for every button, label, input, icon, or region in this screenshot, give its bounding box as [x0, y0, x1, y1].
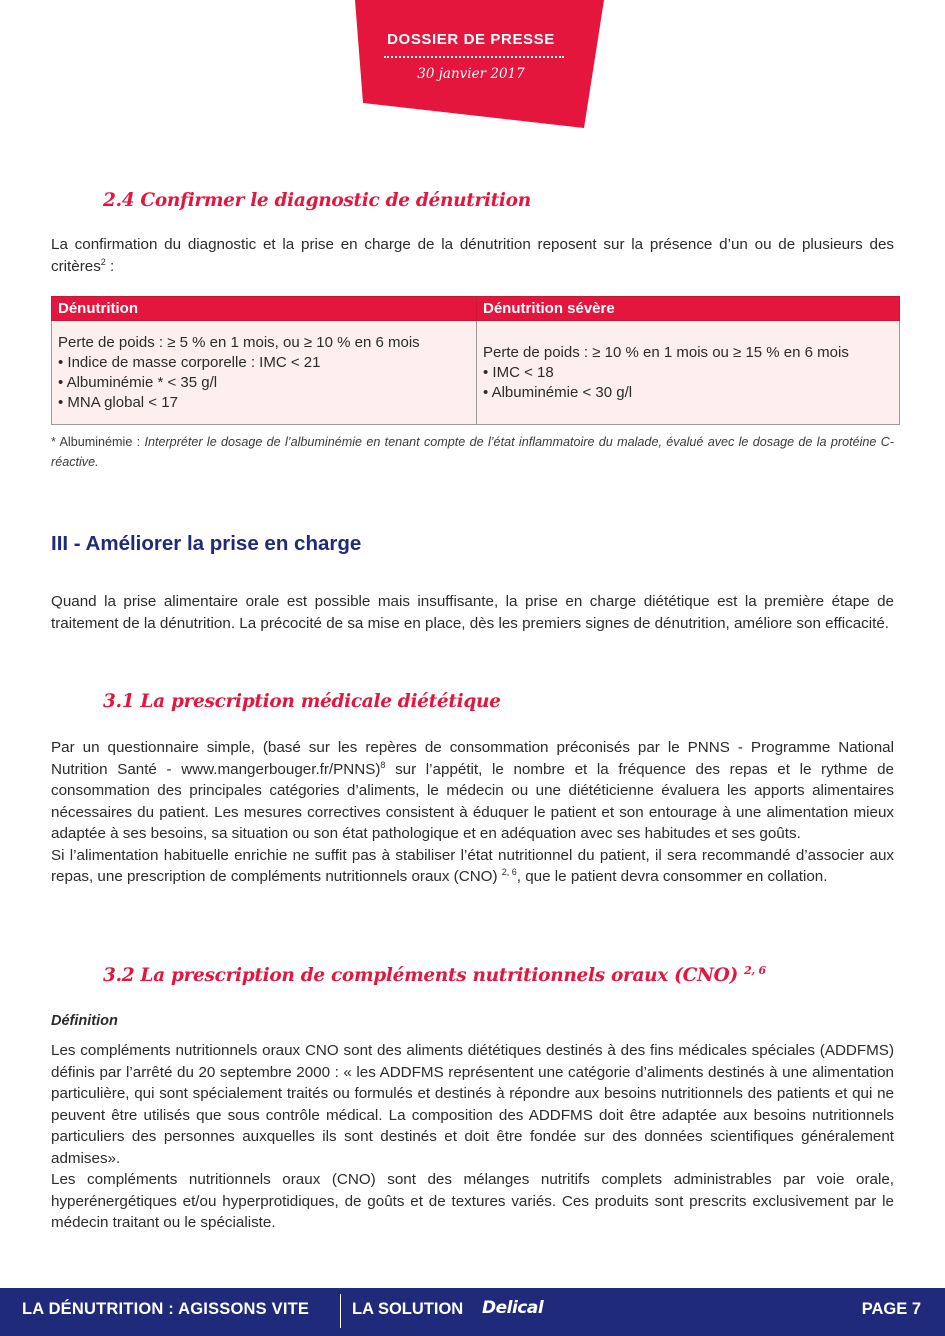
- para-3-1-a-start: Par un questionnaire simple, (basé sur les repères de consommation préconisés par le PNNS - Programme National Nutrition Santé - www.mangerbouger.fr/PNNS): [51, 739, 894, 778]
- albuminemia-footnote: [51, 432, 894, 472]
- col-header-denutrition: Dénutrition: [52, 297, 477, 321]
- paragraph-3-2-a: Les compléments nutritionnels oraux CNO sont des aliments diététiques destinés à des fins médicales spéciales (ADDFMS) définis par l’arrêté du 20 septembre 2000 : « les ADDFMS représentent une catégorie d’aliments destinés à une alimentation particulière, qui sont spécialement traités ou formulés et destinés à répondre aux besoins nutritionnels des patients et qui ne peuvent être utilisés que sous contrôle médical. La composition des ADDFMS doit être adaptée aux besoins nutritionnels particuliers des personnes auxquelles ils sont destinés et doit être fondée sur des données scientifiques généralement admises».: [51, 1042, 894, 1167]
- footer-separator: [340, 1294, 341, 1328]
- criterion-line: • Albuminémie * < 35 g/l: [58, 373, 218, 391]
- intro-section-3: Quand la prise alimentaire orale est possible mais insuffisante, la prise en charge diététique est la première étape de traitement de la dénutrition. La précocité de sa mise en place, dès les premiers signes de dénutrition, améliore son efficacité.: [51, 593, 894, 632]
- intro-2-4-ref: 2: [100, 256, 106, 267]
- heading-section-3: III - Améliorer la prise en charge: [51, 532, 362, 555]
- criterion-line: • MNA global < 17: [58, 393, 178, 411]
- intro-2-4: [51, 234, 894, 277]
- col-header-denutrition-severe: Dénutrition sévère: [477, 297, 900, 321]
- intro-2-4-text: La confirmation du diagnostic et la prise en charge de la dénutrition reposent sur la présence d’un ou de plusieurs des critères: [51, 236, 894, 275]
- criterion-line: • IMC < 18: [483, 363, 554, 381]
- criteria-table-row: [52, 321, 900, 425]
- heading-3-2: [103, 964, 766, 986]
- cell-denutrition-severe: [477, 321, 900, 425]
- intro-2-4-end: :: [105, 257, 115, 275]
- criterion-line: • Albuminémie < 30 g/l: [483, 383, 633, 401]
- header-ribbon: [0, 0, 945, 130]
- body-3-1: [51, 737, 894, 888]
- para-3-1-a-end: sur l’appétit, le nombre et la fréquence des repas et le rythme de consommation des principales catégories d’aliments, le médecin ou une diététicienne évaluera les apports alimentaires nécessaires du patient. Les mesures correctives consistent à éduquer le patient et son entourage à une alimentation mieux adaptée à ses besoins, sa situation ou son état pathologique et en adéquation avec ses habitudes et ses goûts.: [51, 760, 894, 842]
- para-3-1-b-start: Si l’alimentation habituelle enrichie ne suffit pas à stabiliser l’état nutritionnel du patient, il sera recommandé d’associer aux repas, une prescription de compléments nutritionnels oraux (CNO): [51, 846, 894, 885]
- heading-3-2-ref: 2, 6: [744, 964, 766, 977]
- press-kit-date: 30 janvier 2017: [417, 66, 525, 82]
- paragraph-3-1-a: [51, 737, 894, 845]
- press-kit-title: DOSSIER DE PRESSE: [387, 31, 555, 48]
- heading-2-4: 2.4 Confirmer le diagnostic de dénutrition: [103, 190, 531, 211]
- paragraph-3-1-b: [51, 845, 894, 888]
- para-3-1-b-ref: 2, 6: [501, 866, 517, 877]
- para-3-1-b-end: , que le patient devra consommer en collation.: [516, 868, 828, 885]
- delical-logo: Delical: [482, 1298, 544, 1318]
- footer-campaign-title: LA DÉNUTRITION : AGISSONS VITE: [22, 1300, 310, 1318]
- footnote-label: * Albuminémie :: [51, 435, 145, 449]
- criterion-line: Perte de poids : ≥ 10 % en 1 mois ou ≥ 15 % en 6 mois: [483, 343, 849, 361]
- cell-denutrition: [52, 321, 477, 425]
- paragraph-3-2-b: Les compléments nutritionnels oraux (CNO) sont des mélanges nutritifs complets administrables par voie orale, hyperénergétiques et/ou hyperprotidiques, de goûts et de textures variés. Ces produits sont prescrits exclusivement par le médecin traitant ou le spécialiste.: [51, 1171, 894, 1231]
- criterion-line: Perte de poids : ≥ 5 % en 1 mois, ou ≥ 10 % en 6 mois: [58, 333, 420, 351]
- para-3-1-a-ref: 8: [380, 759, 386, 770]
- ribbon-shape: [0, 0, 945, 130]
- page-number: PAGE 7: [861, 1300, 921, 1318]
- footnote-text: Interpréter le dosage de l’albuminémie en tenant compte de l’état inflammatoire du malade, évalué avec le dosage de la protéine C-réactive.: [51, 435, 894, 469]
- body-3-2: [51, 1040, 894, 1234]
- criteria-table: [51, 296, 900, 425]
- heading-3-1: 3.1 La prescription médicale diététique: [103, 691, 501, 712]
- criteria-table-header-row: [52, 297, 900, 321]
- heading-3-2-text: 3.2 La prescription de compléments nutritionnels oraux (CNO): [103, 965, 738, 987]
- criterion-line: • Indice de masse corporelle : IMC < 21: [58, 353, 321, 371]
- definition-label: Définition: [51, 1013, 118, 1029]
- ribbon-dotted-divider: [384, 56, 564, 58]
- footer-bar: [0, 1288, 945, 1336]
- footer-solution-label: LA SOLUTION: [352, 1300, 464, 1318]
